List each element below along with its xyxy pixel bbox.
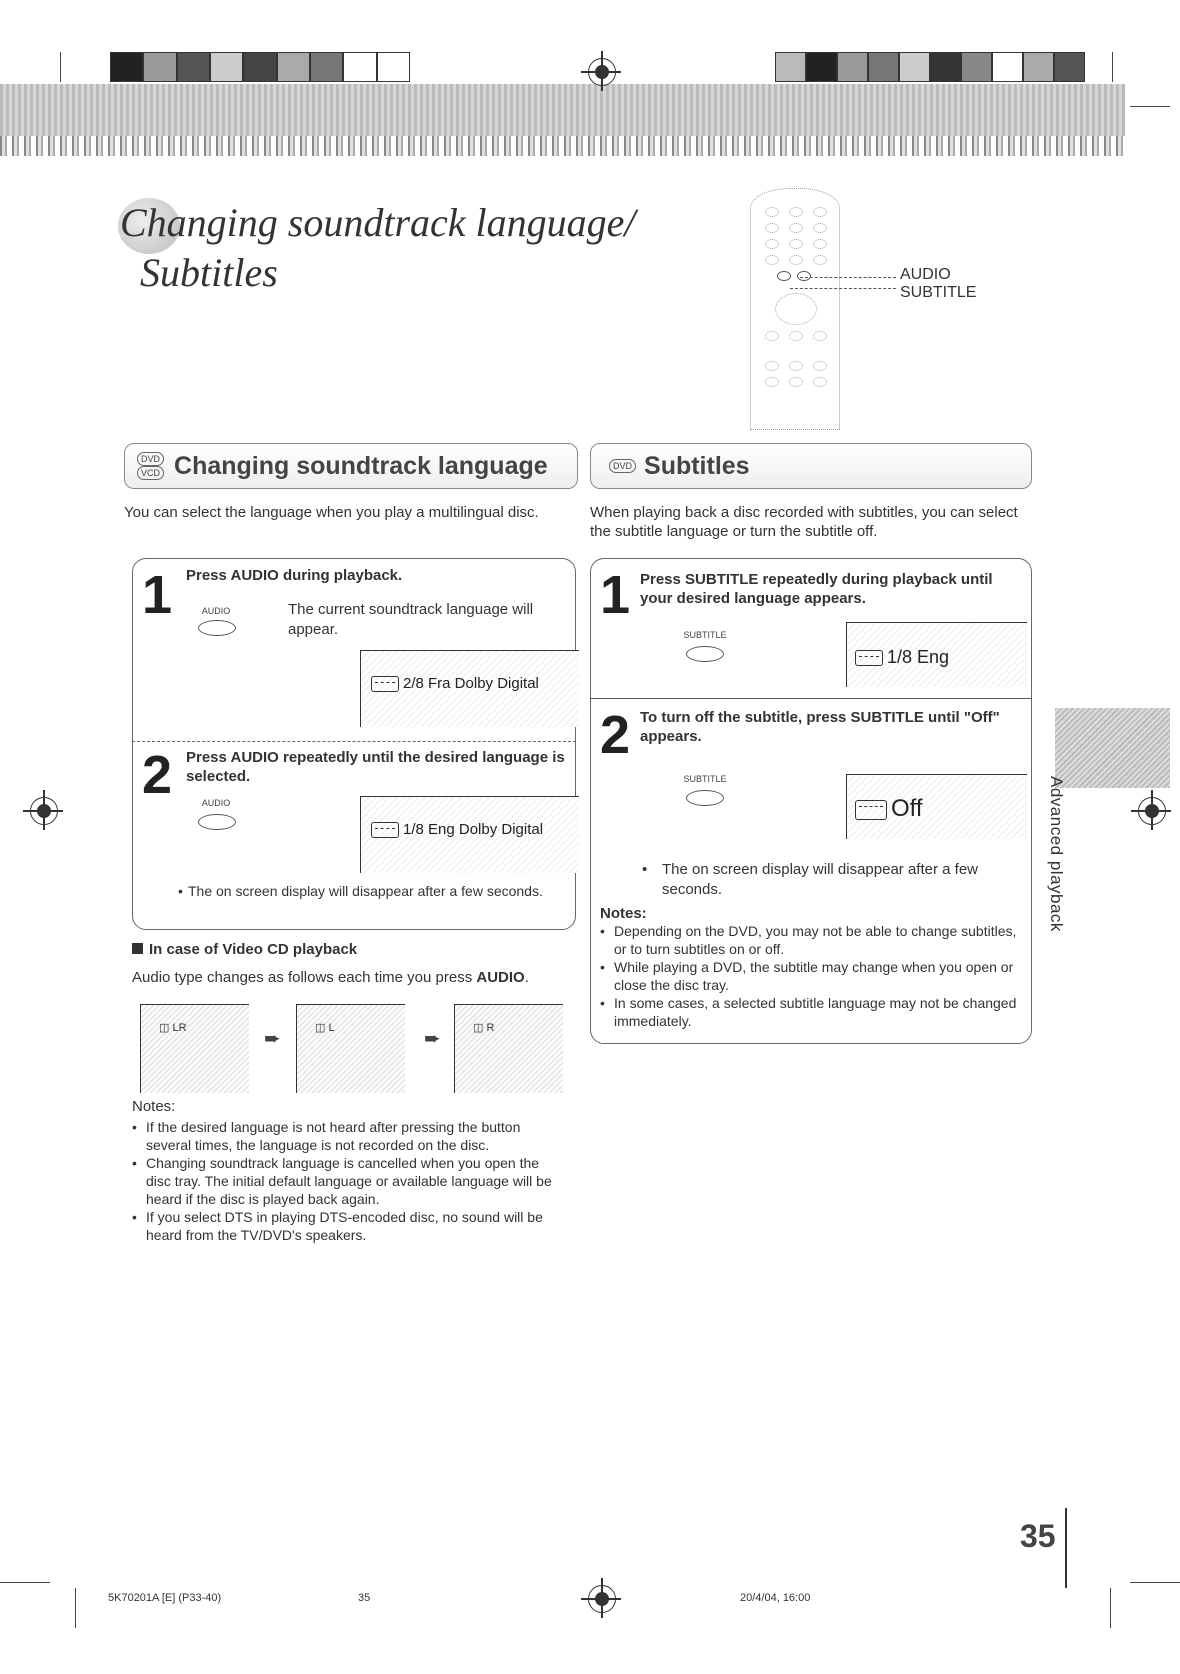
remote-audio-label: AUDIO <box>900 266 951 283</box>
page-title-line2: Subtitles <box>140 250 278 295</box>
vcd-screen-r <box>454 1004 563 1093</box>
notes-title: Notes: <box>600 905 647 922</box>
osd-text-wrap <box>371 821 579 838</box>
audio-osd-icon <box>371 822 399 838</box>
remote-subtitle-label: SUBTITLE <box>900 284 977 301</box>
footer-page: 35 <box>358 1592 371 1604</box>
note-item <box>600 922 1025 958</box>
crop-mark <box>1130 1582 1180 1583</box>
bullet-dot: • <box>132 1119 137 1135</box>
registration-target-icon <box>30 797 58 825</box>
step-divider <box>590 698 1032 699</box>
vcd-screen-text: L <box>328 1022 335 1034</box>
osd-text: 2/8 Fra Dolby Digital <box>403 675 539 692</box>
vcd-screen-text: LR <box>172 1022 187 1034</box>
vcd-text: Audio type changes as follows each time you press <box>132 969 477 986</box>
subtitles-intro: When playing back a disc recorded with subtitles, you can select the subtitle language or turn the subtitle off. <box>590 504 1018 540</box>
registration-target-icon <box>588 58 616 86</box>
section-header-soundtrack <box>124 443 578 489</box>
crop-mark <box>1112 52 1113 82</box>
footer-code: 5K70201A [E] (P33-40) <box>108 1592 222 1604</box>
side-tab-label: Advanced playback <box>1047 776 1066 932</box>
crop-mark <box>75 1588 76 1628</box>
bullet-text: The on screen display will disappear after a few seconds. <box>662 861 978 898</box>
step-description: The current soundtrack language will appear. <box>288 601 534 638</box>
registration-target-icon <box>1138 797 1166 825</box>
registration-bar-right <box>775 52 1085 82</box>
note-text: While playing a DVD, the subtitle may change when you open or close the disc tray. <box>614 959 1014 993</box>
subtitle-button-icon <box>686 790 724 806</box>
vcd-description <box>132 968 592 987</box>
step-number: 1 <box>142 565 173 625</box>
page-number: 35 <box>1020 1518 1056 1554</box>
step-title: Press SUBTITLE repeatedly during playback until your desired language appears. <box>640 571 993 607</box>
bullet-dot: • <box>600 923 605 939</box>
step-divider <box>132 741 576 742</box>
osd-screen <box>846 622 1027 687</box>
section-title-subtitles: Subtitles <box>644 451 750 480</box>
arrow-right-icon: ➨ <box>424 1028 441 1050</box>
crop-mark <box>1130 106 1170 107</box>
osd-text-wrap <box>855 647 1027 668</box>
vcd-screen-label: ◫ L <box>315 1022 335 1034</box>
footer-date: 20/4/04, 16:00 <box>740 1592 811 1604</box>
bullet-dot: • <box>642 861 648 878</box>
section-title-soundtrack: Changing soundtrack language <box>174 451 548 480</box>
crop-mark <box>60 52 61 82</box>
subtitle-button-label: SUBTITLE <box>683 774 727 784</box>
vcd-screen-text: R <box>486 1022 495 1034</box>
osd-text: Off <box>891 795 923 822</box>
note-item <box>132 1208 562 1244</box>
vcd-screen-lr <box>140 1004 249 1093</box>
step-title: To turn off the subtitle, press SUBTITLE until "Off" appears. <box>640 709 1000 745</box>
bullet-text: The on screen display will disappear after a few seconds. <box>188 883 543 899</box>
notes-list <box>132 1118 562 1244</box>
vcd-heading <box>132 940 357 959</box>
arrow-right-icon: ➨ <box>264 1028 281 1050</box>
vcd-text-end: . <box>524 969 529 986</box>
vcd-heading-text: In case of Video CD playback <box>149 941 358 958</box>
note-item <box>600 958 1025 994</box>
page-number-rule <box>1065 1508 1067 1588</box>
step-title: Press AUDIO repeatedly until the desired language is selected. <box>186 749 565 785</box>
osd-screen <box>360 650 579 727</box>
bullet-item <box>642 860 1002 900</box>
note-item <box>600 994 1025 1030</box>
soundtrack-intro: You can select the language when you play a multilingual disc. <box>124 504 539 521</box>
note-text: In some cases, a selected subtitle language may not be changed immediately. <box>614 995 1017 1029</box>
bullet-dot: • <box>600 995 605 1011</box>
registration-target-icon <box>588 1585 616 1613</box>
audio-button-label: AUDIO <box>201 798 231 808</box>
notes-title: Notes: <box>132 1098 176 1115</box>
dvd-vcd-badge <box>137 452 170 480</box>
note-text: If the desired language is not heard after pressing the button several times, the language is not recorded on the disc. <box>146 1119 521 1153</box>
step-title: Press AUDIO during playback. <box>186 567 403 584</box>
callout-line-subtitle <box>790 288 896 289</box>
osd-screen <box>846 774 1027 839</box>
crop-mark <box>1110 1588 1111 1628</box>
bullet-dot: • <box>132 1155 137 1171</box>
note-text: Depending on the DVD, you may not be able to change subtitles, or to turn subtitles on or off. <box>614 923 1017 957</box>
dvd-badge: DVD <box>609 459 636 473</box>
page-title-line1: Changing soundtrack language/ <box>120 200 636 245</box>
bullet-dot: • <box>178 883 183 899</box>
registration-bar-left <box>110 52 410 82</box>
step-number: 2 <box>142 745 173 805</box>
osd-text: 1/8 Eng <box>887 647 950 667</box>
page-title <box>120 198 636 298</box>
note-text: If you select DTS in playing DTS-encoded disc, no sound will be heard from the TV/DVD's speakers. <box>146 1209 543 1243</box>
subtitle-osd-icon <box>855 650 883 666</box>
audio-button-icon <box>198 814 236 830</box>
subtitle-button-icon <box>686 646 724 662</box>
square-bullet-icon <box>132 943 143 954</box>
dvd-badge: DVD <box>137 452 164 466</box>
vcd-screen-label: ◫ LR <box>159 1022 187 1034</box>
step-number: 2 <box>600 705 631 765</box>
osd-text-wrap <box>855 795 1027 823</box>
audio-osd-icon <box>371 676 399 692</box>
crop-mark <box>0 1582 50 1583</box>
osd-text-wrap <box>371 675 579 692</box>
header-band-pattern <box>0 136 1125 156</box>
vcd-text-bold: AUDIO <box>476 969 525 986</box>
remote-control-illustration <box>750 188 840 430</box>
vcd-badge: VCD <box>137 466 164 480</box>
osd-screen <box>360 796 579 873</box>
note-item <box>132 1118 562 1154</box>
bullet-dot: • <box>132 1209 137 1225</box>
osd-text: 1/8 Eng Dolby Digital <box>403 821 544 838</box>
note-item <box>132 1154 562 1208</box>
side-tab <box>1055 708 1170 788</box>
subtitle-button-label: SUBTITLE <box>683 630 727 640</box>
section-header-subtitles <box>590 443 1032 489</box>
callout-line-audio <box>800 277 896 278</box>
vcd-screen-l <box>296 1004 405 1093</box>
vcd-screen-label: ◫ R <box>473 1022 495 1034</box>
note-text: Changing soundtrack language is cancelled when you open the disc tray. The initial default language or available language will be heard if the disc is played back again. <box>146 1155 552 1207</box>
subtitle-osd-icon <box>855 800 887 820</box>
notes-list <box>600 922 1025 1030</box>
bullet-dot: • <box>600 959 605 975</box>
audio-button-label: AUDIO <box>201 606 231 616</box>
bullet-item <box>178 882 568 900</box>
step-number: 1 <box>600 565 631 625</box>
audio-button-icon <box>198 620 236 636</box>
